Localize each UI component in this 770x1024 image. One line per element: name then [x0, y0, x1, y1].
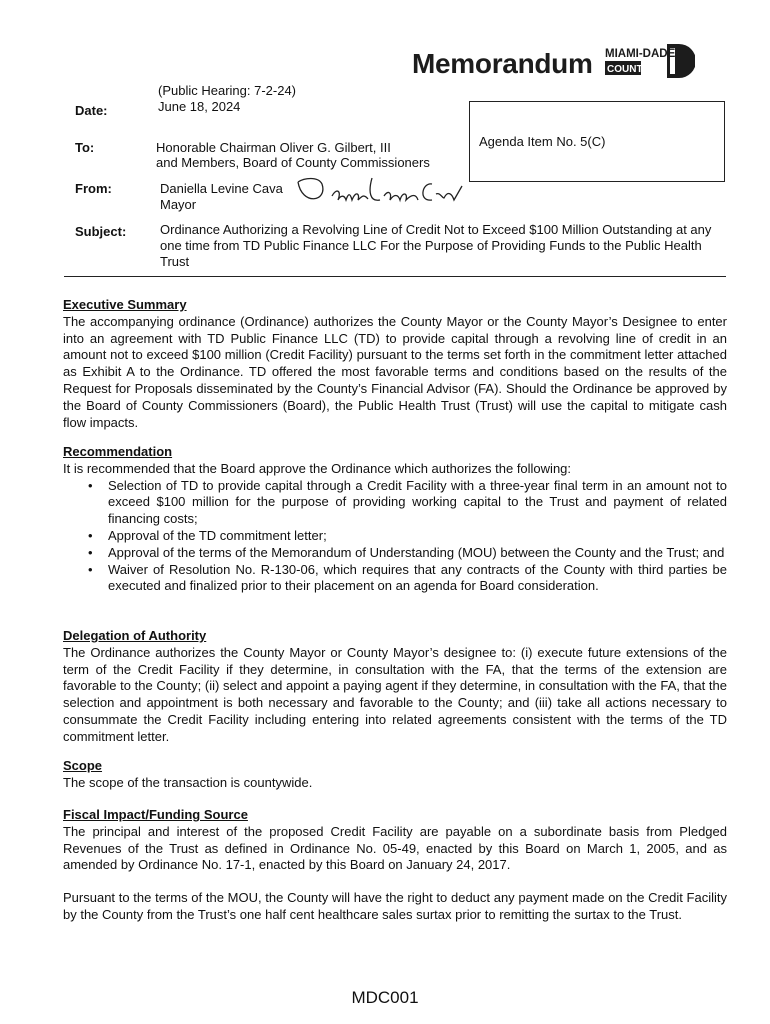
public-hearing-note: (Public Hearing: 7-2-24) [158, 83, 297, 98]
executive-summary-heading: Executive Summary [63, 297, 187, 312]
subject-label: Subject: [75, 224, 127, 239]
list-item: • Approval of the TD commitment letter; [108, 528, 727, 545]
delegation-text: The Ordinance authorizes the County Mayor or County Mayor’s designee to: (i) execute future extensions of the term of the Credit Facility if they determine, in consultation with the FA, that the terms of the extension are favorable to the County; (ii) select and appoint a paying agent if they determine, in consultation with the FA, that the selection and appointment is both necessary and favorable to the County; and (iii) take all actions necessary to consummate the Credit Facility including entering into related agreements consistent with the terms of the TD commitment letter. [63, 644, 727, 744]
recommendation-list [63, 478, 727, 596]
miami-dade-county-logo [603, 42, 695, 80]
fiscal-heading: Fiscal Impact/Funding Source [63, 807, 248, 822]
list-item: • Waiver of Resolution No. R-130-06, which requires that any contracts of the County with third parties be executed and finalized prior to their placement on an agenda for Board consideration. [108, 562, 727, 596]
list-item: • Approval of the terms of the Memorandum of Understanding (MOU) between the County and the Trust; and [108, 545, 727, 562]
from-title: Mayor [160, 197, 197, 212]
fiscal-text-2: Pursuant to the terms of the MOU, the County will have the right to deduct any payment made on the Credit Facility by the County from the Trust’s one half cent healthcare sales surtax prior to remitting the surtax to the Trust. [63, 890, 727, 922]
agenda-item-box [469, 101, 725, 182]
logo-line1: MIAMI-DADE [605, 48, 676, 60]
to-line1: Honorable Chairman Oliver G. Gilbert, III [156, 140, 391, 155]
memo-title: Memorandum [412, 48, 593, 79]
recommendation-heading: Recommendation [63, 444, 173, 459]
header-divider [64, 276, 726, 277]
delegation-section [63, 628, 727, 746]
fiscal-section [63, 807, 727, 874]
fiscal-text-1: The principal and interest of the proposed Credit Facility are payable on a subordinate basis from Pledged Revenues of the Trust as defined in Ordinance No. 05-49, enacted by this Board on March 1, 2005, and as amended by Ordinance No. 17-1, enacted by this Board on January 24, 2017. [63, 823, 727, 873]
scope-text: The scope of the transaction is countywide. [63, 774, 313, 790]
to-line2: and Members, Board of County Commissioners [156, 155, 430, 170]
list-item: • Selection of TD to provide capital through a Credit Facility with a three-year final term in an amount not to exceed $100 million for the purpose of providing working capital to the Trust and payment of related financing costs; [108, 478, 727, 528]
scope-section [63, 758, 727, 792]
page-code: MDC001 [351, 988, 419, 1007]
recommendation-intro: It is recommended that the Board approve the Ordinance which authorizes the following: [63, 460, 572, 476]
scope-heading: Scope [63, 758, 103, 773]
date-value: June 18, 2024 [158, 99, 241, 114]
to-label: To: [75, 140, 95, 155]
from-name: Daniella Levine Cava [160, 181, 283, 196]
from-label: From: [75, 181, 112, 196]
executive-summary-text: The accompanying ordinance (Ordinance) authorizes the County Mayor or the County Mayor’s Designee to enter into an agreement with TD Public Finance LLC (TD) to provide capital through a revolving line of credit in an amount not to exceed $100 million (Credit Facility) pursuant to the terms set forth in the commitment letter attached as Exhibit A to the Ordinance. TD offered the most favorable terms and conditions based on the results of the Request for Proposals disseminated by the County’s Financial Advisor (FA). Should the Ordinance be approved by the Board of County Commissioners (Board), the Public Health Trust (Trust) will use the capital to mitigate cash flow impacts. [63, 313, 727, 430]
delegation-heading: Delegation of Authority [63, 628, 207, 643]
mayor-signature [292, 172, 472, 212]
date-label: Date: [75, 103, 108, 118]
executive-summary-section [63, 297, 727, 431]
recommendation-section [63, 444, 727, 595]
agenda-item-number: Agenda Item No. 5(C) [479, 134, 606, 149]
logo-line2: COUNTY [607, 64, 650, 75]
subject-text: Ordinance Authorizing a Revolving Line of Credit Not to Exceed $100 Million Outstanding at any one time from TD Public Finance LLC For the Purpose of Providing Funds to the Public Health Trust [160, 222, 712, 269]
